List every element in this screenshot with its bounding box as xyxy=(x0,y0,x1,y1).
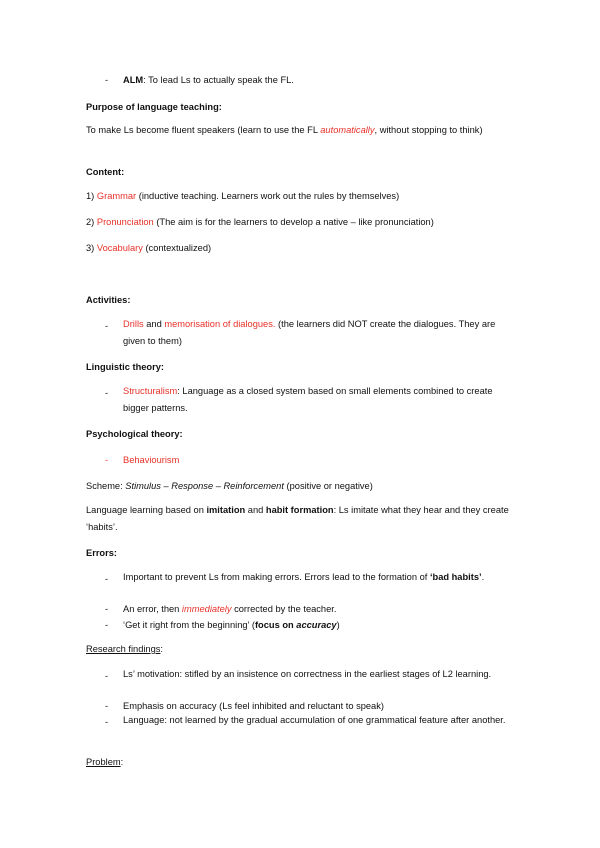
content-desc: (contextualized) xyxy=(142,243,212,253)
learning-paragraph xyxy=(86,502,516,535)
activities-term-memorisation: memorisation of dialogues. xyxy=(164,319,276,329)
activities-heading: Activities: xyxy=(86,295,131,305)
errors-item xyxy=(123,619,340,631)
learning-pre: Language learning based on xyxy=(86,505,207,515)
learning-mid: and xyxy=(245,505,266,515)
content-num: 3) xyxy=(86,243,95,253)
activities-desc: (the learners did NOT create the dialogues. They are given to them) xyxy=(123,319,496,346)
scheme-label: Scheme: xyxy=(86,481,126,491)
errors-b3-accuracy: accuracy xyxy=(296,620,337,630)
psychological-heading: Psychological theory: xyxy=(86,429,183,439)
learning-post: : Ls imitate what they hear and they create ‘habits’. xyxy=(86,505,509,532)
bullet-dash: - xyxy=(105,321,109,331)
research-item: Ls’ motivation: stifled by an insistence on correctness in the earliest stages of L2 learning. xyxy=(123,669,492,679)
psychological-term: Behaviourism xyxy=(123,455,180,465)
alm-label: ALM xyxy=(123,75,144,85)
errors-b2-post: corrected by the teacher. xyxy=(231,604,337,614)
scheme-tail: (positive or negative) xyxy=(283,481,373,491)
purpose-heading: Purpose of language teaching: xyxy=(86,102,222,112)
purpose-paragraph xyxy=(86,122,506,139)
content-heading: Content: xyxy=(86,167,125,177)
purpose-pre: To make Ls become fluent speakers (learn to use the FL xyxy=(86,125,321,135)
content-num: 2) xyxy=(86,217,95,227)
errors-b3-pre: ‘Get it right from the beginning’ ( xyxy=(123,620,255,630)
bullet-dash: - xyxy=(105,388,109,398)
learning-imitation: imitation xyxy=(206,505,246,515)
research-colon: : xyxy=(160,644,164,654)
document-page: - ALM: To lead Ls to actually speak the FL. Purpose of language teaching: To make Ls become fluent speakers (learn to use the FL automatically, without stopping to think) Content: 1) Grammar (inductive teaching. Learners work out the rules by themselves) 2) Pronunciation (The aim is for the learners to develop a native – like pronunciation) 3) Vocabulary (contextualized) Activities: - Drills and memorisation of dialogues. (the learners did NOT create the dialogues. They are given to them) Linguistic theory: - Structuralism: Language as a closed system based on small elements combined to create bigger patterns. Psychological theory: - Behaviourism Scheme: Stimulus – Response – Reinforcement (positive or negative) Language learning based on imitation and habit formation: Ls imitate what they hear and they create ‘habits’. Errors: - Important to prevent Ls from making errors. Errors lead to the formation of ‘bad habits’. - An error, then immediately corrected by the teacher. - ‘Get it right from the beginning’ (focus on accuracy) Research findings: - Ls’ motivation: stifled by an insistence on correctness in the earliest stages of L2 learning. - Emphasis on accuracy (Ls feel inhibited and reluctant to speak) - Language: not learned by the gradual accumulation of one grammatical feature after another. Problem: xyxy=(0,0,600,848)
errors-b1-pre: Important to prevent Ls from making errors. Errors lead to the formation of xyxy=(123,572,430,582)
errors-item xyxy=(123,603,336,615)
bullet-dash: - xyxy=(105,75,109,85)
purpose-em: automatically xyxy=(320,125,375,135)
problem-colon: : xyxy=(120,757,124,767)
content-item xyxy=(86,190,399,202)
content-desc: (inductive teaching. Learners work out the rules by themselves) xyxy=(136,191,400,201)
errors-b2-em: immediately xyxy=(181,604,232,614)
activities-item xyxy=(123,316,518,349)
content-term: Vocabulary xyxy=(96,243,143,253)
alm-line xyxy=(123,74,294,86)
scheme-formula: Stimulus – Response – Reinforcement xyxy=(125,481,284,491)
content-desc: (The aim is for the learners to develop a native – like pronunciation) xyxy=(153,217,434,227)
errors-b1-end: . xyxy=(481,572,485,582)
activities-and: and xyxy=(143,319,165,329)
errors-item xyxy=(123,569,498,586)
linguistic-desc: : Language as a closed system based on small elements combined to create bigger patterns. xyxy=(123,386,493,413)
content-item xyxy=(86,216,434,228)
errors-b1-bold: ‘bad habits’ xyxy=(429,572,482,582)
purpose-post: , without stopping to think) xyxy=(374,125,483,135)
activities-term-drills: Drills xyxy=(123,319,144,329)
content-term: Grammar xyxy=(96,191,137,201)
content-num: 1) xyxy=(86,191,95,201)
research-item: Emphasis on accuracy (Ls feel inhibited and reluctant to speak) xyxy=(123,701,384,711)
errors-b3-bold: focus on xyxy=(254,620,297,630)
linguistic-item xyxy=(123,383,508,416)
research-heading: Research findings xyxy=(86,644,161,654)
scheme-line xyxy=(86,480,373,492)
content-term: Pronunciation xyxy=(96,217,154,227)
alm-text: : To lead Ls to actually speak the FL. xyxy=(143,75,294,85)
learning-habit: habit formation xyxy=(265,505,334,515)
research-heading-line xyxy=(86,643,163,655)
linguistic-term: Structuralism xyxy=(123,386,178,396)
problem-heading: Problem xyxy=(86,757,121,767)
research-item: Language: not learned by the gradual accumulation of one grammatical feature after another. xyxy=(123,715,506,725)
errors-b3-end: ) xyxy=(336,620,340,630)
linguistic-heading: Linguistic theory: xyxy=(86,362,164,372)
errors-heading: Errors: xyxy=(86,548,118,558)
bullet-dash: - xyxy=(105,455,109,465)
errors-b2-pre: An error, then xyxy=(123,604,182,614)
problem-heading-line xyxy=(86,756,123,768)
content-item xyxy=(86,242,211,254)
